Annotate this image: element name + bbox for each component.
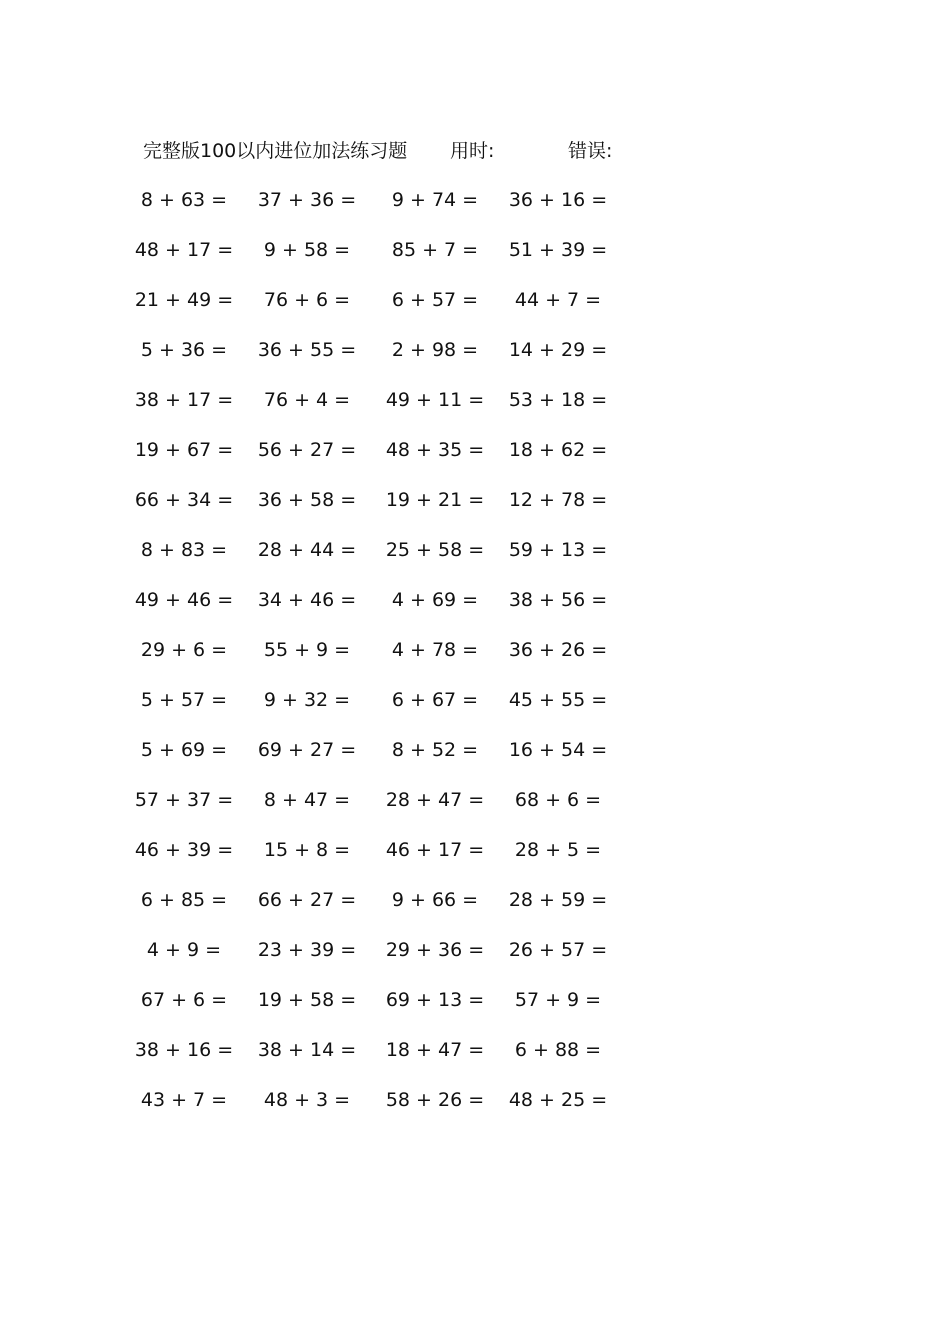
problem-item: 8 + 63 =: [140, 189, 228, 211]
problem-item: 6 + 88 =: [514, 1039, 602, 1061]
problem-item: 28 + 59 =: [508, 889, 608, 911]
problem-item: 36 + 26 =: [508, 639, 608, 661]
problem-row: [0, 586, 950, 614]
problem-item: 51 + 39 =: [508, 239, 608, 261]
problem-item: 38 + 16 =: [134, 1039, 234, 1061]
problem-item: 57 + 9 =: [514, 989, 602, 1011]
problem-item: 28 + 47 =: [385, 789, 485, 811]
problem-item: 4 + 9 =: [146, 939, 222, 961]
problem-item: 67 + 6 =: [140, 989, 228, 1011]
problem-item: 14 + 29 =: [508, 339, 608, 361]
problem-item: 28 + 5 =: [514, 839, 602, 861]
problem-item: 9 + 58 =: [263, 239, 351, 261]
problem-row: [0, 986, 950, 1014]
problem-item: 37 + 36 =: [257, 189, 357, 211]
problem-item: 85 + 7 =: [391, 239, 479, 261]
problem-item: 45 + 55 =: [508, 689, 608, 711]
problem-row: [0, 886, 950, 914]
problem-row: [0, 336, 950, 364]
problem-item: 19 + 67 =: [134, 439, 234, 461]
problem-item: 36 + 16 =: [508, 189, 608, 211]
problem-item: 4 + 69 =: [391, 589, 479, 611]
problem-item: 36 + 55 =: [257, 339, 357, 361]
problem-item: 76 + 4 =: [263, 389, 351, 411]
problem-item: 46 + 39 =: [134, 839, 234, 861]
problem-item: 56 + 27 =: [257, 439, 357, 461]
problem-item: 44 + 7 =: [514, 289, 602, 311]
problem-item: 19 + 21 =: [385, 489, 485, 511]
problem-item: 2 + 98 =: [391, 339, 479, 361]
problem-item: 68 + 6 =: [514, 789, 602, 811]
problem-item: 18 + 62 =: [508, 439, 608, 461]
problem-item: 6 + 57 =: [391, 289, 479, 311]
problem-item: 9 + 74 =: [391, 189, 479, 211]
problem-item: 29 + 36 =: [385, 939, 485, 961]
problem-item: 49 + 11 =: [385, 389, 485, 411]
time-label: 用时:: [450, 140, 495, 162]
problem-row: [0, 536, 950, 564]
problem-item: 53 + 18 =: [508, 389, 608, 411]
problem-item: 59 + 13 =: [508, 539, 608, 561]
errors-label: 错误:: [568, 140, 613, 162]
problem-row: [0, 436, 950, 464]
problem-item: 55 + 9 =: [263, 639, 351, 661]
problem-item: 5 + 57 =: [140, 689, 228, 711]
problem-row: [0, 836, 950, 864]
problem-item: 16 + 54 =: [508, 739, 608, 761]
problem-item: 49 + 46 =: [134, 589, 234, 611]
problem-item: 36 + 58 =: [257, 489, 357, 511]
problem-item: 21 + 49 =: [134, 289, 234, 311]
problem-row: [0, 486, 950, 514]
problem-item: 6 + 67 =: [391, 689, 479, 711]
problem-item: 38 + 17 =: [134, 389, 234, 411]
problem-item: 38 + 14 =: [257, 1039, 357, 1061]
problem-item: 76 + 6 =: [263, 289, 351, 311]
problem-item: 58 + 26 =: [385, 1089, 485, 1111]
problem-row: [0, 936, 950, 964]
problem-item: 69 + 13 =: [385, 989, 485, 1011]
problem-item: 57 + 37 =: [134, 789, 234, 811]
problem-item: 15 + 8 =: [263, 839, 351, 861]
problem-item: 46 + 17 =: [385, 839, 485, 861]
problem-item: 8 + 83 =: [140, 539, 228, 561]
problem-item: 4 + 78 =: [391, 639, 479, 661]
problem-row: [0, 386, 950, 414]
problem-item: 8 + 52 =: [391, 739, 479, 761]
problem-row: [0, 786, 950, 814]
problem-row: [0, 1086, 950, 1114]
problem-item: 5 + 69 =: [140, 739, 228, 761]
problem-item: 28 + 44 =: [257, 539, 357, 561]
problem-item: 9 + 66 =: [391, 889, 479, 911]
problem-item: 8 + 47 =: [263, 789, 351, 811]
problem-item: 48 + 3 =: [263, 1089, 351, 1111]
problem-item: 25 + 58 =: [385, 539, 485, 561]
problem-row: [0, 686, 950, 714]
problem-item: 9 + 32 =: [263, 689, 351, 711]
problem-item: 38 + 56 =: [508, 589, 608, 611]
problem-row: [0, 286, 950, 314]
problem-item: 26 + 57 =: [508, 939, 608, 961]
problem-item: 12 + 78 =: [508, 489, 608, 511]
problem-row: [0, 736, 950, 764]
problem-item: 18 + 47 =: [385, 1039, 485, 1061]
worksheet-title: 完整版100以内进位加法练习题: [143, 140, 408, 162]
problem-item: 69 + 27 =: [257, 739, 357, 761]
problem-item: 29 + 6 =: [140, 639, 228, 661]
problem-item: 43 + 7 =: [140, 1089, 228, 1111]
problem-item: 48 + 17 =: [134, 239, 234, 261]
problem-item: 6 + 85 =: [140, 889, 228, 911]
problem-item: 66 + 34 =: [134, 489, 234, 511]
problem-row: [0, 636, 950, 664]
problem-item: 48 + 25 =: [508, 1089, 608, 1111]
problem-row: [0, 236, 950, 264]
problem-item: 5 + 36 =: [140, 339, 228, 361]
problem-item: 34 + 46 =: [257, 589, 357, 611]
problem-row: [0, 186, 950, 214]
problem-item: 23 + 39 =: [257, 939, 357, 961]
problem-item: 19 + 58 =: [257, 989, 357, 1011]
problem-item: 48 + 35 =: [385, 439, 485, 461]
problem-item: 66 + 27 =: [257, 889, 357, 911]
problem-row: [0, 1036, 950, 1064]
